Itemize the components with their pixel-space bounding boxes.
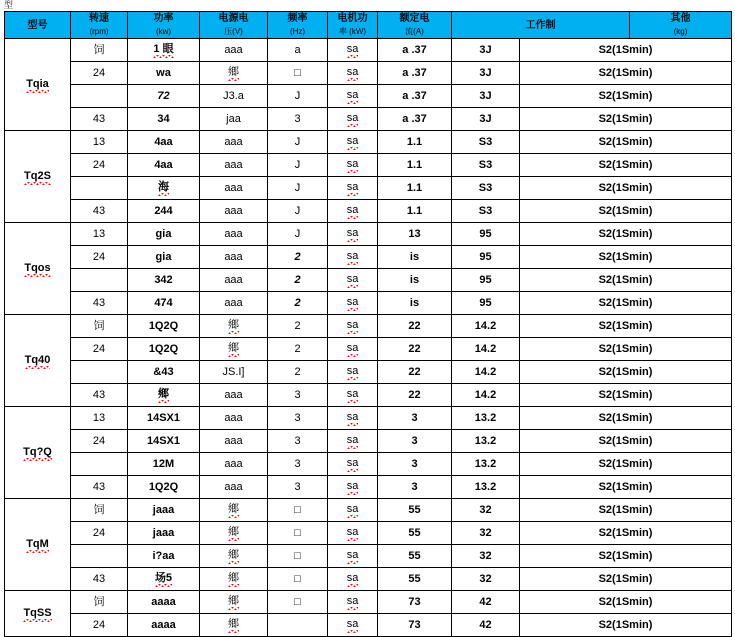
cell-voltage: 鄉 bbox=[200, 568, 268, 591]
model-group-cell: Tq?Q bbox=[5, 407, 71, 499]
cell-voltage: aaa bbox=[200, 131, 268, 154]
cell-rated-current: 1.1 bbox=[378, 200, 452, 223]
cell-frequency: 3 bbox=[268, 430, 328, 453]
cell-duty: 13.2 bbox=[452, 430, 520, 453]
cell-other: S2(1Smin) bbox=[520, 246, 732, 269]
cell-voltage: aaa bbox=[200, 154, 268, 177]
table-row bbox=[5, 453, 732, 476]
model-group-cell: TqM bbox=[5, 499, 71, 591]
cell-frequency: □ bbox=[268, 522, 328, 545]
model-group-cell: Tq2S bbox=[5, 131, 71, 223]
cell-rated-current: 1.1 bbox=[378, 154, 452, 177]
cell-speed: 饲 bbox=[71, 315, 128, 338]
specification-table bbox=[4, 11, 732, 637]
cell-rated-current: 55 bbox=[378, 499, 452, 522]
cell-other: S2(1Smin) bbox=[520, 430, 732, 453]
cell-power: wa bbox=[128, 62, 200, 85]
table-row bbox=[5, 384, 732, 407]
cell-voltage: 鄉 bbox=[200, 499, 268, 522]
cell-power: gia bbox=[128, 223, 200, 246]
table-body bbox=[5, 39, 732, 637]
cell-duty: 95 bbox=[452, 292, 520, 315]
column-header-speed: 转速 (rpm) bbox=[71, 12, 128, 39]
cell-speed: 24 bbox=[71, 522, 128, 545]
cell-motor-power: sa bbox=[328, 200, 378, 223]
model-group-cell: TqSS bbox=[5, 591, 71, 637]
cell-other: S2(1Smin) bbox=[520, 614, 732, 637]
table-row bbox=[5, 522, 732, 545]
cell-other: S2(1Smin) bbox=[520, 108, 732, 131]
table-row bbox=[5, 338, 732, 361]
table-row bbox=[5, 62, 732, 85]
cell-other: S2(1Smin) bbox=[520, 453, 732, 476]
cell-duty: 13.2 bbox=[452, 407, 520, 430]
cell-voltage: aaa bbox=[200, 384, 268, 407]
cell-speed: 13 bbox=[71, 407, 128, 430]
cell-voltage: aaa bbox=[200, 39, 268, 62]
cell-rated-current: 55 bbox=[378, 568, 452, 591]
cell-voltage: J3.a bbox=[200, 85, 268, 108]
cell-frequency: 2 bbox=[268, 246, 328, 269]
table-row bbox=[5, 591, 732, 614]
column-header-power: 功率 (kw) bbox=[128, 12, 200, 39]
cell-power: 342 bbox=[128, 269, 200, 292]
cell-rated-current: 3 bbox=[378, 430, 452, 453]
table-row bbox=[5, 108, 732, 131]
cell-other: S2(1Smin) bbox=[520, 545, 732, 568]
cell-duty: 95 bbox=[452, 223, 520, 246]
cell-frequency: J bbox=[268, 223, 328, 246]
cell-voltage: 鄉 bbox=[200, 62, 268, 85]
cell-frequency: □ bbox=[268, 568, 328, 591]
cell-frequency: 2 bbox=[268, 338, 328, 361]
cell-rated-current: 22 bbox=[378, 338, 452, 361]
cell-voltage: 鄉 bbox=[200, 315, 268, 338]
cell-other: S2(1Smin) bbox=[520, 361, 732, 384]
table-row bbox=[5, 568, 732, 591]
cell-power: 4aa bbox=[128, 154, 200, 177]
cell-speed bbox=[71, 269, 128, 292]
cell-voltage: aaa bbox=[200, 292, 268, 315]
cell-rated-current: a .37 bbox=[378, 62, 452, 85]
cell-speed: 24 bbox=[71, 430, 128, 453]
model-group-cell: Tq40 bbox=[5, 315, 71, 407]
cell-motor-power: sa bbox=[328, 568, 378, 591]
cell-voltage: aaa bbox=[200, 200, 268, 223]
cell-other: S2(1Smin) bbox=[520, 62, 732, 85]
cell-voltage: jaa bbox=[200, 108, 268, 131]
cell-motor-power: sa bbox=[328, 62, 378, 85]
cell-other: S2(1Smin) bbox=[520, 177, 732, 200]
cell-speed bbox=[71, 177, 128, 200]
cell-voltage: aaa bbox=[200, 223, 268, 246]
cell-duty: 3J bbox=[452, 39, 520, 62]
cell-motor-power: sa bbox=[328, 131, 378, 154]
model-group-cell: Tqos bbox=[5, 223, 71, 315]
cell-speed: 24 bbox=[71, 154, 128, 177]
cell-motor-power: sa bbox=[328, 177, 378, 200]
table-row bbox=[5, 223, 732, 246]
cell-other: S2(1Smin) bbox=[520, 154, 732, 177]
cell-motor-power: sa bbox=[328, 361, 378, 384]
cell-motor-power: sa bbox=[328, 154, 378, 177]
cell-voltage: 鄉 bbox=[200, 614, 268, 637]
cell-other: S2(1Smin) bbox=[520, 85, 732, 108]
cell-rated-current: 1.1 bbox=[378, 177, 452, 200]
cell-rated-current: a .37 bbox=[378, 39, 452, 62]
cell-duty: S3 bbox=[452, 131, 520, 154]
cell-power: 海 bbox=[128, 177, 200, 200]
cell-frequency: a bbox=[268, 39, 328, 62]
cell-power: 14SX1 bbox=[128, 407, 200, 430]
cell-frequency: J bbox=[268, 85, 328, 108]
cell-duty: 3J bbox=[452, 85, 520, 108]
cell-duty: 42 bbox=[452, 614, 520, 637]
cell-voltage: aaa bbox=[200, 407, 268, 430]
cell-speed bbox=[71, 453, 128, 476]
cell-motor-power: sa bbox=[328, 476, 378, 499]
cell-power: 244 bbox=[128, 200, 200, 223]
cell-motor-power: sa bbox=[328, 545, 378, 568]
cell-frequency: □ bbox=[268, 62, 328, 85]
cell-speed: 24 bbox=[71, 614, 128, 637]
cell-speed: 13 bbox=[71, 131, 128, 154]
cell-motor-power: sa bbox=[328, 85, 378, 108]
table-row bbox=[5, 614, 732, 637]
cell-frequency: 3 bbox=[268, 384, 328, 407]
cell-duty: 32 bbox=[452, 568, 520, 591]
cell-power: 1Q2Q bbox=[128, 338, 200, 361]
cell-rated-current: 73 bbox=[378, 591, 452, 614]
cell-motor-power: sa bbox=[328, 499, 378, 522]
cell-power: i?aa bbox=[128, 545, 200, 568]
cell-rated-current: 73 bbox=[378, 614, 452, 637]
cell-voltage: aaa bbox=[200, 177, 268, 200]
cell-duty: S3 bbox=[452, 154, 520, 177]
cell-power: 12M bbox=[128, 453, 200, 476]
table-row bbox=[5, 177, 732, 200]
cell-frequency: 2 bbox=[268, 361, 328, 384]
cell-other: S2(1Smin) bbox=[520, 591, 732, 614]
cell-other: S2(1Smin) bbox=[520, 200, 732, 223]
cell-power: jaaa bbox=[128, 522, 200, 545]
cell-power: &43 bbox=[128, 361, 200, 384]
cell-motor-power: sa bbox=[328, 39, 378, 62]
cell-voltage: 鄉 bbox=[200, 522, 268, 545]
model-group-cell: Tqia bbox=[5, 39, 71, 131]
column-header-frequency: 频率 (Hz) bbox=[268, 12, 328, 39]
cell-rated-current: 3 bbox=[378, 453, 452, 476]
cell-speed: 43 bbox=[71, 476, 128, 499]
cell-duty: 14.2 bbox=[452, 384, 520, 407]
cell-speed: 饲 bbox=[71, 39, 128, 62]
table-row bbox=[5, 246, 732, 269]
table-row bbox=[5, 200, 732, 223]
cell-power: aaaa bbox=[128, 614, 200, 637]
cell-power: aaaa bbox=[128, 591, 200, 614]
cell-rated-current: 22 bbox=[378, 315, 452, 338]
cell-speed: 43 bbox=[71, 568, 128, 591]
cell-other: S2(1Smin) bbox=[520, 315, 732, 338]
table-row bbox=[5, 499, 732, 522]
cell-duty: S3 bbox=[452, 200, 520, 223]
cell-motor-power: sa bbox=[328, 453, 378, 476]
table-row bbox=[5, 545, 732, 568]
cell-frequency: 2 bbox=[268, 269, 328, 292]
cell-speed: 24 bbox=[71, 338, 128, 361]
cell-other: S2(1Smin) bbox=[520, 384, 732, 407]
cell-speed: 24 bbox=[71, 62, 128, 85]
top-note: 型 bbox=[4, 0, 14, 10]
table-row bbox=[5, 430, 732, 453]
cell-motor-power: sa bbox=[328, 407, 378, 430]
table-row bbox=[5, 315, 732, 338]
cell-duty: 14.2 bbox=[452, 315, 520, 338]
cell-speed bbox=[71, 361, 128, 384]
cell-motor-power: sa bbox=[328, 108, 378, 131]
column-header-other: 其他 (kg) bbox=[630, 12, 732, 39]
cell-duty: 14.2 bbox=[452, 338, 520, 361]
cell-power: 4aa bbox=[128, 131, 200, 154]
cell-motor-power: sa bbox=[328, 430, 378, 453]
cell-frequency: 2 bbox=[268, 315, 328, 338]
cell-power: gia bbox=[128, 246, 200, 269]
cell-other: S2(1Smin) bbox=[520, 39, 732, 62]
cell-duty: 32 bbox=[452, 499, 520, 522]
table-row bbox=[5, 407, 732, 430]
cell-duty: 3J bbox=[452, 108, 520, 131]
cell-rated-current: 1.1 bbox=[378, 131, 452, 154]
cell-speed: 43 bbox=[71, 292, 128, 315]
cell-other: S2(1Smin) bbox=[520, 476, 732, 499]
cell-rated-current: is bbox=[378, 269, 452, 292]
cell-power: 1 眼 bbox=[128, 39, 200, 62]
cell-voltage: aaa bbox=[200, 430, 268, 453]
cell-power: 场5 bbox=[128, 568, 200, 591]
cell-motor-power: sa bbox=[328, 522, 378, 545]
table-row bbox=[5, 361, 732, 384]
cell-frequency bbox=[268, 614, 328, 637]
cell-speed: 24 bbox=[71, 246, 128, 269]
cell-frequency: 2 bbox=[268, 292, 328, 315]
cell-motor-power: sa bbox=[328, 269, 378, 292]
cell-rated-current: 55 bbox=[378, 522, 452, 545]
cell-voltage: JS.I] bbox=[200, 361, 268, 384]
cell-speed: 饲 bbox=[71, 591, 128, 614]
cell-speed bbox=[71, 85, 128, 108]
cell-other: S2(1Smin) bbox=[520, 223, 732, 246]
cell-voltage: 鄉 bbox=[200, 545, 268, 568]
cell-power: 474 bbox=[128, 292, 200, 315]
cell-frequency: J bbox=[268, 131, 328, 154]
table-row bbox=[5, 154, 732, 177]
cell-motor-power: sa bbox=[328, 223, 378, 246]
cell-frequency: □ bbox=[268, 591, 328, 614]
cell-power: 1Q2Q bbox=[128, 476, 200, 499]
cell-other: S2(1Smin) bbox=[520, 407, 732, 430]
table-row bbox=[5, 269, 732, 292]
cell-frequency: 3 bbox=[268, 108, 328, 131]
cell-motor-power: sa bbox=[328, 246, 378, 269]
cell-rated-current: 55 bbox=[378, 545, 452, 568]
cell-voltage: aaa bbox=[200, 246, 268, 269]
cell-voltage: 鄉 bbox=[200, 591, 268, 614]
cell-motor-power: sa bbox=[328, 384, 378, 407]
table-row bbox=[5, 476, 732, 499]
cell-rated-current: 22 bbox=[378, 384, 452, 407]
table-header bbox=[5, 12, 732, 39]
cell-rated-current: is bbox=[378, 292, 452, 315]
cell-power: 1Q2Q bbox=[128, 315, 200, 338]
table-row bbox=[5, 85, 732, 108]
cell-frequency: □ bbox=[268, 499, 328, 522]
table-row bbox=[5, 292, 732, 315]
cell-frequency: J bbox=[268, 154, 328, 177]
cell-voltage: aaa bbox=[200, 453, 268, 476]
cell-rated-current: 13 bbox=[378, 223, 452, 246]
cell-duty: S3 bbox=[452, 177, 520, 200]
table-row bbox=[5, 39, 732, 62]
cell-frequency: □ bbox=[268, 545, 328, 568]
table-header-row bbox=[5, 12, 732, 39]
cell-other: S2(1Smin) bbox=[520, 522, 732, 545]
cell-duty: 95 bbox=[452, 246, 520, 269]
cell-rated-current: 22 bbox=[378, 361, 452, 384]
cell-speed: 43 bbox=[71, 108, 128, 131]
cell-other: S2(1Smin) bbox=[520, 292, 732, 315]
cell-voltage: aaa bbox=[200, 269, 268, 292]
cell-voltage: aaa bbox=[200, 476, 268, 499]
cell-frequency: 3 bbox=[268, 453, 328, 476]
cell-other: S2(1Smin) bbox=[520, 131, 732, 154]
cell-other: S2(1Smin) bbox=[520, 499, 732, 522]
cell-frequency: 3 bbox=[268, 476, 328, 499]
column-header-motor-power: 电机功 率 (kW) bbox=[328, 12, 378, 39]
column-header-voltage: 电源电 压(V) bbox=[200, 12, 268, 39]
column-header-duty: 工作制 bbox=[452, 12, 630, 39]
cell-duty: 13.2 bbox=[452, 453, 520, 476]
cell-duty: 32 bbox=[452, 545, 520, 568]
cell-power: 14SX1 bbox=[128, 430, 200, 453]
cell-voltage: 鄉 bbox=[200, 338, 268, 361]
cell-motor-power: sa bbox=[328, 614, 378, 637]
cell-other: S2(1Smin) bbox=[520, 269, 732, 292]
cell-rated-current: a .37 bbox=[378, 108, 452, 131]
cell-duty: 13.2 bbox=[452, 476, 520, 499]
cell-other: S2(1Smin) bbox=[520, 568, 732, 591]
table-row bbox=[5, 131, 732, 154]
cell-motor-power: sa bbox=[328, 315, 378, 338]
cell-duty: 42 bbox=[452, 591, 520, 614]
cell-power: 72 bbox=[128, 85, 200, 108]
column-header-model: 型号 bbox=[5, 12, 71, 39]
cell-speed: 13 bbox=[71, 223, 128, 246]
cell-speed bbox=[71, 545, 128, 568]
cell-power: jaaa bbox=[128, 499, 200, 522]
cell-speed: 43 bbox=[71, 384, 128, 407]
cell-power: 鄉 bbox=[128, 384, 200, 407]
cell-frequency: 3 bbox=[268, 407, 328, 430]
cell-duty: 95 bbox=[452, 269, 520, 292]
cell-duty: 14.2 bbox=[452, 361, 520, 384]
cell-rated-current: is bbox=[378, 246, 452, 269]
cell-other: S2(1Smin) bbox=[520, 338, 732, 361]
cell-motor-power: sa bbox=[328, 292, 378, 315]
cell-speed: 43 bbox=[71, 200, 128, 223]
cell-frequency: J bbox=[268, 177, 328, 200]
cell-motor-power: sa bbox=[328, 591, 378, 614]
cell-duty: 32 bbox=[452, 522, 520, 545]
cell-power: 34 bbox=[128, 108, 200, 131]
column-header-rated-current: 额定电 流(A) bbox=[378, 12, 452, 39]
cell-motor-power: sa bbox=[328, 338, 378, 361]
cell-duty: 3J bbox=[452, 62, 520, 85]
cell-rated-current: 3 bbox=[378, 407, 452, 430]
cell-rated-current: 3 bbox=[378, 476, 452, 499]
cell-frequency: J bbox=[268, 200, 328, 223]
cell-speed: 饲 bbox=[71, 499, 128, 522]
cell-rated-current: a .37 bbox=[378, 85, 452, 108]
